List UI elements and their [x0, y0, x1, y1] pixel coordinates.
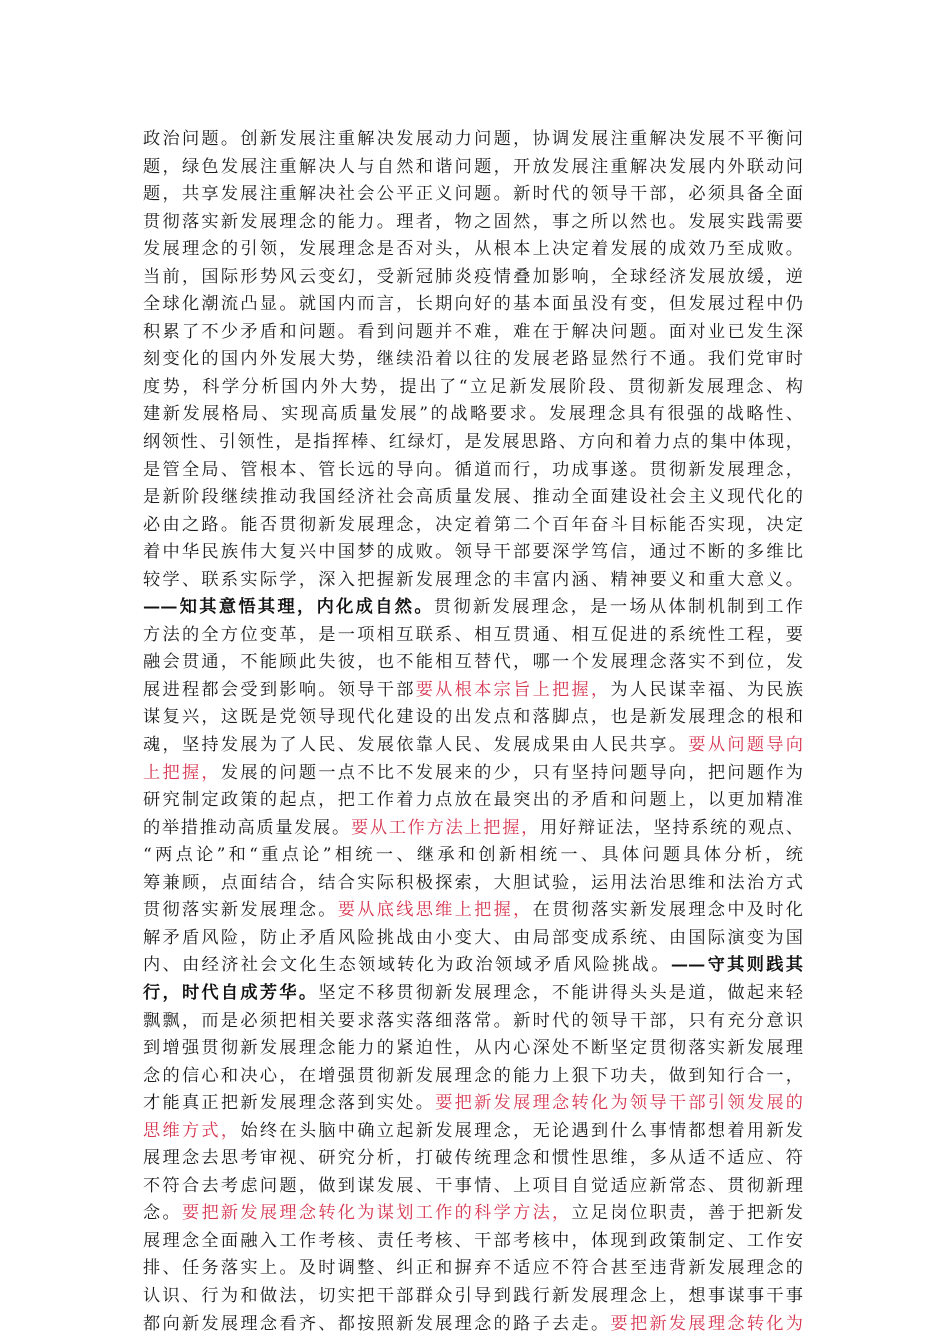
body-text: 的举措推动高质量发展。: [143, 817, 351, 838]
body-text: 筹兼顾，点面结合，结合实际积极探索，大胆试验，运用法治思维和法治方式: [143, 872, 803, 893]
text-line: [143, 1008, 803, 1036]
highlighted-phrase: 要从根本宗旨上把握，: [415, 679, 611, 700]
body-text: 必由之路。能否贯彻新发展理念，决定着第二个百年奋斗目标能否实现，决定: [143, 514, 803, 535]
body-text: 贯彻新发展理念，是一场从体制机制到工作: [433, 597, 803, 618]
text-line: [143, 952, 803, 980]
text-line: [143, 181, 803, 209]
text-line: [143, 1035, 803, 1063]
body-text: 度势，科学分析国内外大势，提出了“立足新发展阶段、贯彻新发展理念、构: [143, 376, 803, 397]
highlighted-phrase: 要把新发展理念转化为: [610, 1313, 803, 1334]
body-text: 题，共享发展注重解决社会公平正义问题。新时代的领导干部，必须具备全面: [143, 184, 803, 205]
body-text: 到增强贯彻新发展理念能力的紧迫性，从内心深处不断坚定贯彻落实新发展理: [143, 1038, 803, 1059]
body-text: 在贯彻落实新发展理念中及时化: [532, 900, 803, 921]
text-line: [143, 594, 803, 622]
body-text: 不符合去考虑问题，做到谋发展、干事情、上项目自觉适应新常态、贯彻新理: [143, 1175, 803, 1196]
body-text: 发展理念的引领，发展理念是否对头，从根本上决定着发展的成效乃至成败。: [143, 239, 803, 260]
body-text: 才能真正把新发展理念落到实处。: [143, 1093, 436, 1114]
body-text: 始终在头脑中确立起新发展理念，无论遇到什么事情都想着用新发: [240, 1120, 803, 1141]
text-line: [143, 1228, 803, 1256]
body-text: 为人民谋幸福、为民族: [610, 679, 803, 700]
body-text: 展理念全面融入工作考核、责任考核、干部考核中，体现到政策制定、工作安: [143, 1230, 803, 1251]
body-text: 积累了不少矛盾和问题。看到问题并不难，难在于解决问题。面对业已发生深: [143, 321, 803, 342]
text-line: [143, 1145, 803, 1173]
body-text: 贯彻落实新发展理念的能力。理者，物之固然，事之所以然也。发展实践需要: [143, 211, 803, 232]
body-text: 研究制定政策的起点，把工作着力点放在最突出的矛盾和问题上，以更加精准: [143, 790, 803, 811]
text-line: [143, 787, 803, 815]
section-heading: 行，时代自成芳华。: [143, 982, 319, 1003]
body-text: 念的信心和决心，在增强贯彻新发展理念的能力上狠下功夫，做到知行合一，: [143, 1065, 803, 1086]
body-text: 纲领性、引领性，是指挥棒、红绿灯，是发展思路、方向和着力点的集中体现，: [143, 432, 803, 453]
text-line: [143, 622, 803, 650]
text-line: [143, 319, 803, 347]
body-text: 认识、行为和做法，切实把干部群众引导到践行新发展理念上，想事谋事干事: [143, 1285, 803, 1306]
body-text: 展进程都会受到影响。领导干部: [143, 679, 416, 700]
text-line: [143, 980, 803, 1008]
text-line: [143, 677, 803, 705]
text-line: [143, 1311, 803, 1339]
body-text: 当前，国际形势风云变幻，受新冠肺炎疫情叠加影响，全球经济发展放缓，逆: [143, 266, 803, 287]
text-line: [143, 925, 803, 953]
text-line: [143, 815, 803, 843]
body-text: 用好辩证法，坚持系统的观点、: [540, 817, 803, 838]
highlighted-phrase: 要把新发展理念转化为领导干部引领发展的: [435, 1093, 803, 1114]
body-text: 展理念去思考审视、研究分析，打破传统理念和惯性思维，多从适不适应、符: [143, 1148, 803, 1169]
text-line: [143, 732, 803, 760]
document-body: [143, 126, 803, 1338]
text-line: [143, 760, 803, 788]
body-text: 题，绿色发展注重解决人与自然和谐问题，开放发展注重解决发展内外联动问: [143, 156, 803, 177]
highlighted-phrase: 上把握，: [143, 762, 221, 783]
text-line: [143, 1283, 803, 1311]
body-text: 刻变化的国内外发展大势，继续沿着以往的发展老路显然行不通。我们党审时: [143, 349, 803, 370]
text-line: [143, 374, 803, 402]
text-line: [143, 291, 803, 319]
body-text: 是新阶段继续推动我国经济社会高质量发展、推动全面建设社会主义现代化的: [143, 487, 803, 508]
highlighted-phrase: 要把新发展理念转化为谋划工作的科学方法，: [181, 1203, 572, 1224]
text-line: [143, 1255, 803, 1283]
text-line: [143, 1173, 803, 1201]
body-text: 谋复兴，这既是党领导现代化建设的出发点和落脚点，也是新发展理念的根和: [143, 707, 803, 728]
highlighted-phrase: 思维方式，: [143, 1120, 241, 1141]
body-text: 全球化潮流凸显。就国内而言，长期向好的基本面虽没有变，但发展过程中仍: [143, 294, 803, 315]
body-text: 坚定不移贯彻新发展理念，不能讲得头头是道，做起来轻: [318, 982, 803, 1003]
body-text: 解矛盾风险，防止矛盾风险挑战由小变大、由局部变成系统、由国际演变为国: [143, 927, 803, 948]
body-text: 发展的问题一点不比不发展来的少，只有坚持问题导向，把问题作为: [220, 762, 803, 783]
body-text: 方法的全方位变革，是一项相互联系、相互贯通、相互促进的系统性工程，要: [143, 624, 803, 645]
body-text: 念。: [143, 1203, 182, 1224]
text-line: [143, 512, 803, 540]
body-text: 魂，坚持发展为了人民、发展依靠人民、发展成果由人民共享。: [143, 735, 689, 756]
body-text: 飘飘，而是必须把相关要求落实落细落常。新时代的领导干部，只有充分意识: [143, 1010, 803, 1031]
highlighted-phrase: 要从问题导向: [688, 735, 803, 756]
body-text: “两点论”和“重点论”相统一、继承和创新相统一、具体问题具体分析，统: [143, 845, 803, 866]
section-heading: ——知其意悟其理，内化成自然。: [143, 597, 434, 618]
text-line: [143, 567, 803, 595]
highlighted-phrase: 要从工作方法上把握，: [350, 817, 541, 838]
body-text: 是管全局、管根本、管长远的导向。循道而行，功成事遂。贯彻新发展理念，: [143, 459, 803, 480]
body-text: 较学、联系实际学，深入把握新发展理念的丰富内涵、精神要义和重大意义。: [143, 569, 803, 590]
text-line: [143, 1090, 803, 1118]
body-text: 都向新发展理念看齐、都按照新发展理念的路子去走。: [143, 1313, 611, 1334]
body-text: 排、任务落实上。及时调整、纠正和摒弃不适应不符合甚至违背新发展理念的: [143, 1258, 803, 1279]
text-line: [143, 264, 803, 292]
body-text: 政治问题。创新发展注重解决发展动力问题，协调发展注重解决发展不平衡问: [143, 129, 803, 149]
text-line: [143, 346, 803, 374]
text-line: [143, 1063, 803, 1091]
text-line: [143, 401, 803, 429]
text-line: [143, 484, 803, 512]
text-line: [143, 842, 803, 870]
text-line: [143, 209, 803, 237]
text-line: [143, 1118, 803, 1146]
body-text: 立足岗位职责，善于把新发: [571, 1203, 803, 1224]
highlighted-phrase: 要从底线思维上把握，: [337, 900, 533, 921]
text-line: [143, 1200, 803, 1228]
text-line: [143, 870, 803, 898]
body-text: 融会贯通，不能顾此失彼，也不能相互替代，哪一个发展理念落实不到位，发: [143, 652, 803, 673]
text-line: [143, 236, 803, 264]
body-text: 内、由经济社会文化生态领域转化为政治领域矛盾风险挑战。: [143, 955, 671, 976]
text-line: [143, 126, 803, 154]
body-text: 建新发展格局、实现高质量发展”的战略要求。发展理念具有很强的战略性、: [143, 404, 803, 425]
text-line: [143, 897, 803, 925]
text-line: [143, 649, 803, 677]
text-line: [143, 429, 803, 457]
body-text: 着中华民族伟大复兴中国梦的成败。领导干部要深学笃信，通过不断的多维比: [143, 542, 803, 563]
text-line: [143, 154, 803, 182]
text-line: [143, 539, 803, 567]
section-heading: ——守其则践其: [670, 955, 803, 976]
text-line: [143, 704, 803, 732]
body-text: 贯彻落实新发展理念。: [143, 900, 338, 921]
text-line: [143, 457, 803, 485]
